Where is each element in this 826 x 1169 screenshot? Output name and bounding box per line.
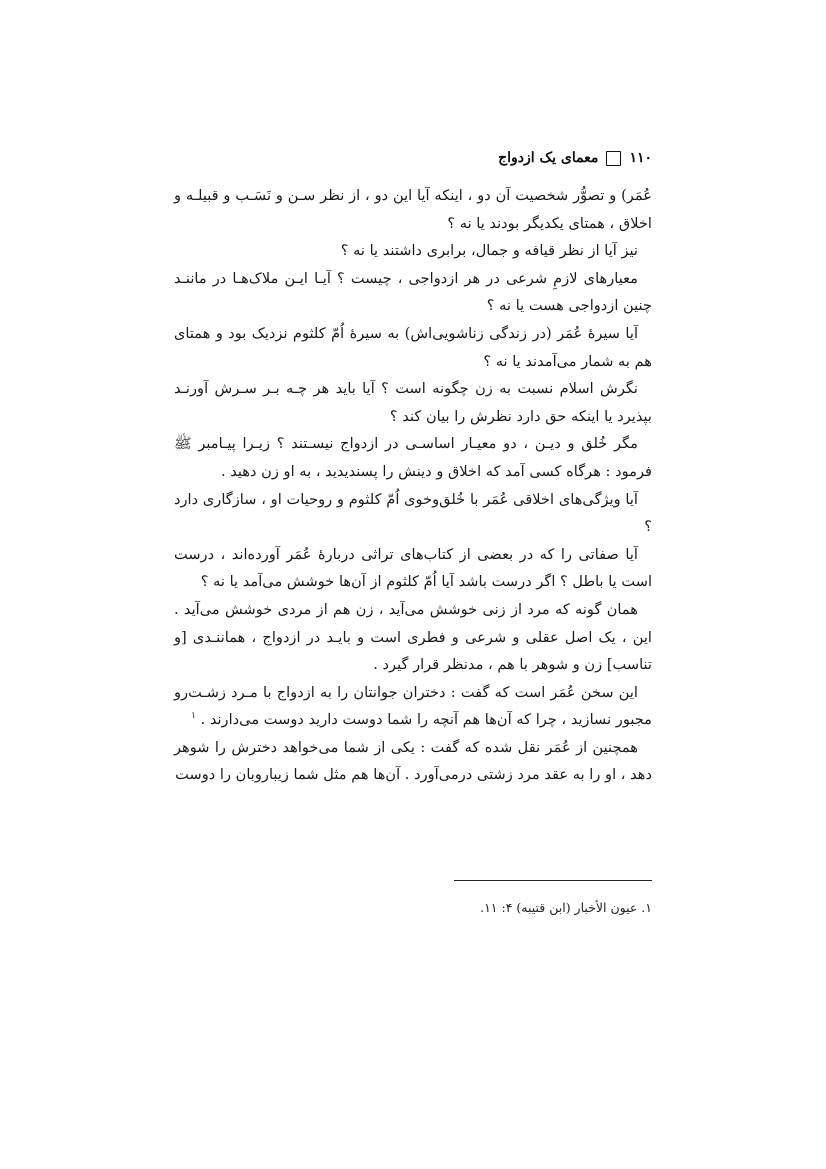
paragraph — [174, 486, 652, 541]
paragraph — [174, 182, 652, 237]
paragraph — [174, 237, 652, 265]
footnote-reference: ۱ — [191, 711, 196, 722]
paragraph-text: مگر خُلق و دیـن ، دو معیـار اساسـی در ازدواج نیسـتند ؟ زیـرا پیـامبر ﷺ فرمود : هرگاه کسی آمد که اخلاق و دینش را پسندیدید ، به او زن دهید . — [174, 435, 652, 480]
paragraph-text: نگرش اسلام نسبت به زن چگونه است ؟ آیا باید هر چـه بـر سـرش آورنـد بپذیرد یا اینکه حق دارد نظرش را بیان کند ؟ — [174, 380, 652, 425]
square-ornament-icon — [606, 151, 621, 166]
book-title: معمای یک ازدواج — [498, 150, 599, 166]
footnote-divider — [454, 880, 652, 881]
paragraph — [174, 375, 652, 430]
paragraph-text: عُمَر) و تصوُّر شخصیت آن دو ، اینکه آیا این دو ، از نظر سـن و نَسَـب و قبیلـه و اخلاق ، همتای یکدیگر بودند یا نه ؟ — [174, 187, 652, 232]
paragraph — [174, 430, 652, 485]
paragraph-text: همچنین از عُمَر نقل شده که گفت : یکی از شما می‌خواهد دخترش را شوهر دهد ، او را به عقد مرد زشتی درمی‌آورد . آن‌ها هم مثل شما زیباروبان را دوست — [174, 738, 652, 784]
paragraph — [174, 265, 652, 320]
paragraph-text: آیا صفاتی را که در بعضی از کتاب‌های تراثی دربارهٔ عُمَر آورده‌اند ، درست است یا باطل ؟ اگر درست باشد آیا اُمّ کلثوم از آن‌ها خوشش می‌آمد یا نه ؟ — [174, 545, 652, 591]
paragraph-text: این سخن عُمَر است که گفت : دختران جوانتان را به ازدواج با مـرد زشـت‌رو مجبور نسازید ، چرا که آن‌ها هم آنچه را شما دوست دارید دوست می‌دارند . — [174, 683, 652, 729]
paragraph-text: آیا سیرهٔ عُمَر (در زندگی زناشویی‌اش) به سیرهٔ اُمّ کلثوم نزدیک بود و همتای هم به شمار می‌آمدند یا نه ؟ — [174, 324, 652, 370]
page-number: ۱۱۰ — [629, 150, 652, 166]
paragraph — [174, 320, 652, 375]
body-text — [174, 182, 652, 789]
paragraph-text: نیز آیا از نظر قیافه و جمال، برابری داشتند یا نه ؟ — [340, 242, 638, 260]
paragraph — [174, 734, 652, 789]
paragraph — [174, 679, 652, 734]
paragraph-text: آیا ویژگی‌های اخلاقی عُمَر با خُلق‌وخوی اُمّ کلثوم و روحیات او ، سازگاری دارد ؟ — [174, 490, 652, 536]
page-header — [498, 150, 652, 166]
paragraph — [174, 541, 652, 596]
paragraph-text: معیارهای لازمِ شرعی در هر ازدواجی ، چیست ؟ آیـا ایـن ملاک‌هـا در ماننـد چنین ازدواجی هست یا نه ؟ — [174, 269, 652, 315]
paragraph — [174, 596, 652, 679]
paragraph-text: همان گونه که مرد از زنی خوشش می‌آید ، زن هم از مردی خوشش می‌آید . این ، یک اصل عقلی و شرعی و فطری است و بایـد در ازدواج ، هماننـدی [و تناسب] زن و شوهر با هم ، مدنظر قرار گیرد . — [174, 600, 652, 674]
footnote: ۱. عیون الأخبار (ابن قتیبه) ۴: ۱۱. — [480, 900, 652, 915]
